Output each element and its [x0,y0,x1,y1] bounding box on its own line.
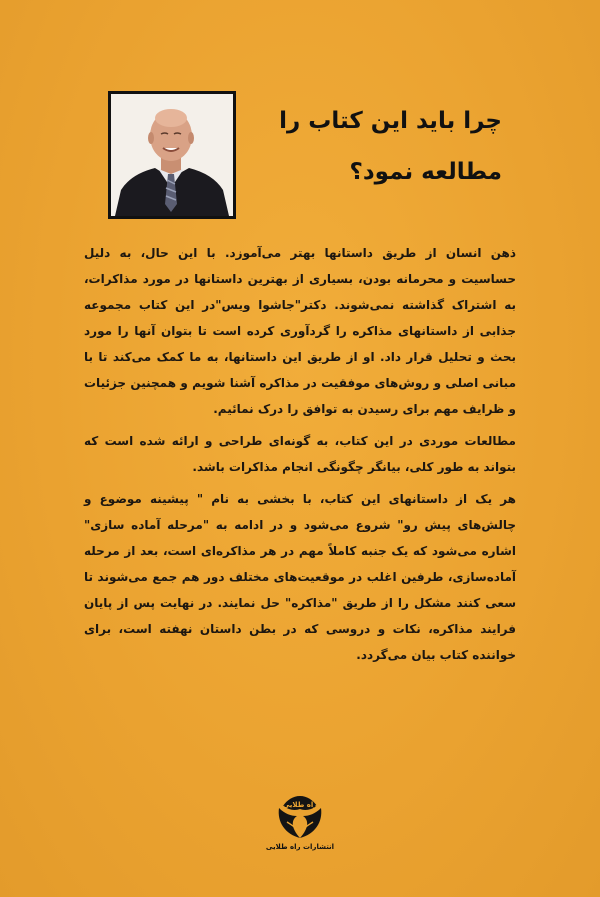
publisher-logo-text: راه طلایی [282,801,318,809]
title-line-1: چرا باید این کتاب را [279,108,502,134]
publisher-block [262,792,338,851]
book-back-title [252,96,502,198]
paragraph-3: هر یک از داستانهای این کتاب، با بخشی به نام " پیشینه موضوع و چالش‌های پیش رو" شروع می‌شود و در ادامه به "مرحله آماده سازی" اشاره می‌شود که یک جنبه کاملاً مهم در هر مذاکره‌ای است، بعد از مرحله آماده‌سازی، طرفین اغلب در موقعیت‌های مختلف دور هم جمع می‌شوند تا سعی کنند مشکل را از طریق "مذاکره" حل نمایند. در نهایت پس از پایان فرایند مذاکره، نکات و دروسی که در بطن داستان نهفته است، برای خواننده کتاب بیان می‌گردد. [84,492,516,662]
paragraph-1: ذهن انسان از طریق داستانها بهتر می‌آموزد. با این حال، به دلیل حساسیت و محرمانه بودن، بسیاری از بهترین داستانها در مورد مذاکرات، به اشتراک گذاشته نمی‌شوند. دکتر"جاشوا ویس"در این کتاب مجموعه جذابی از داستانهای مذاکره را گردآوری کرده است تا بتوان آنها را مورد بحث و تحلیل قرار داد. او از طریق این داستانها، به ما کمک می‌کند تا با مبانی اصلی و روش‌های موفقیت در مذاکره آشنا شویم و همچنین جزئیات و ظرایف مهم برای رسیدن به توافق را درک نمائیم. [84,246,516,416]
description-text [84,240,516,674]
author-portrait-image [111,94,233,216]
paragraph-2: مطالعات موردی در این کتاب، به گونه‌ای طراحی و ارائه شده است که بتواند به طور کلی، بیانگر چگونگی انجام مذاکرات باشد. [84,434,516,474]
title-line-2: مطالعه نمود؟ [349,159,502,185]
publisher-name: انتشارات راه طلایی [265,843,335,851]
publisher-logo-icon [273,792,327,842]
author-photo [108,91,236,219]
